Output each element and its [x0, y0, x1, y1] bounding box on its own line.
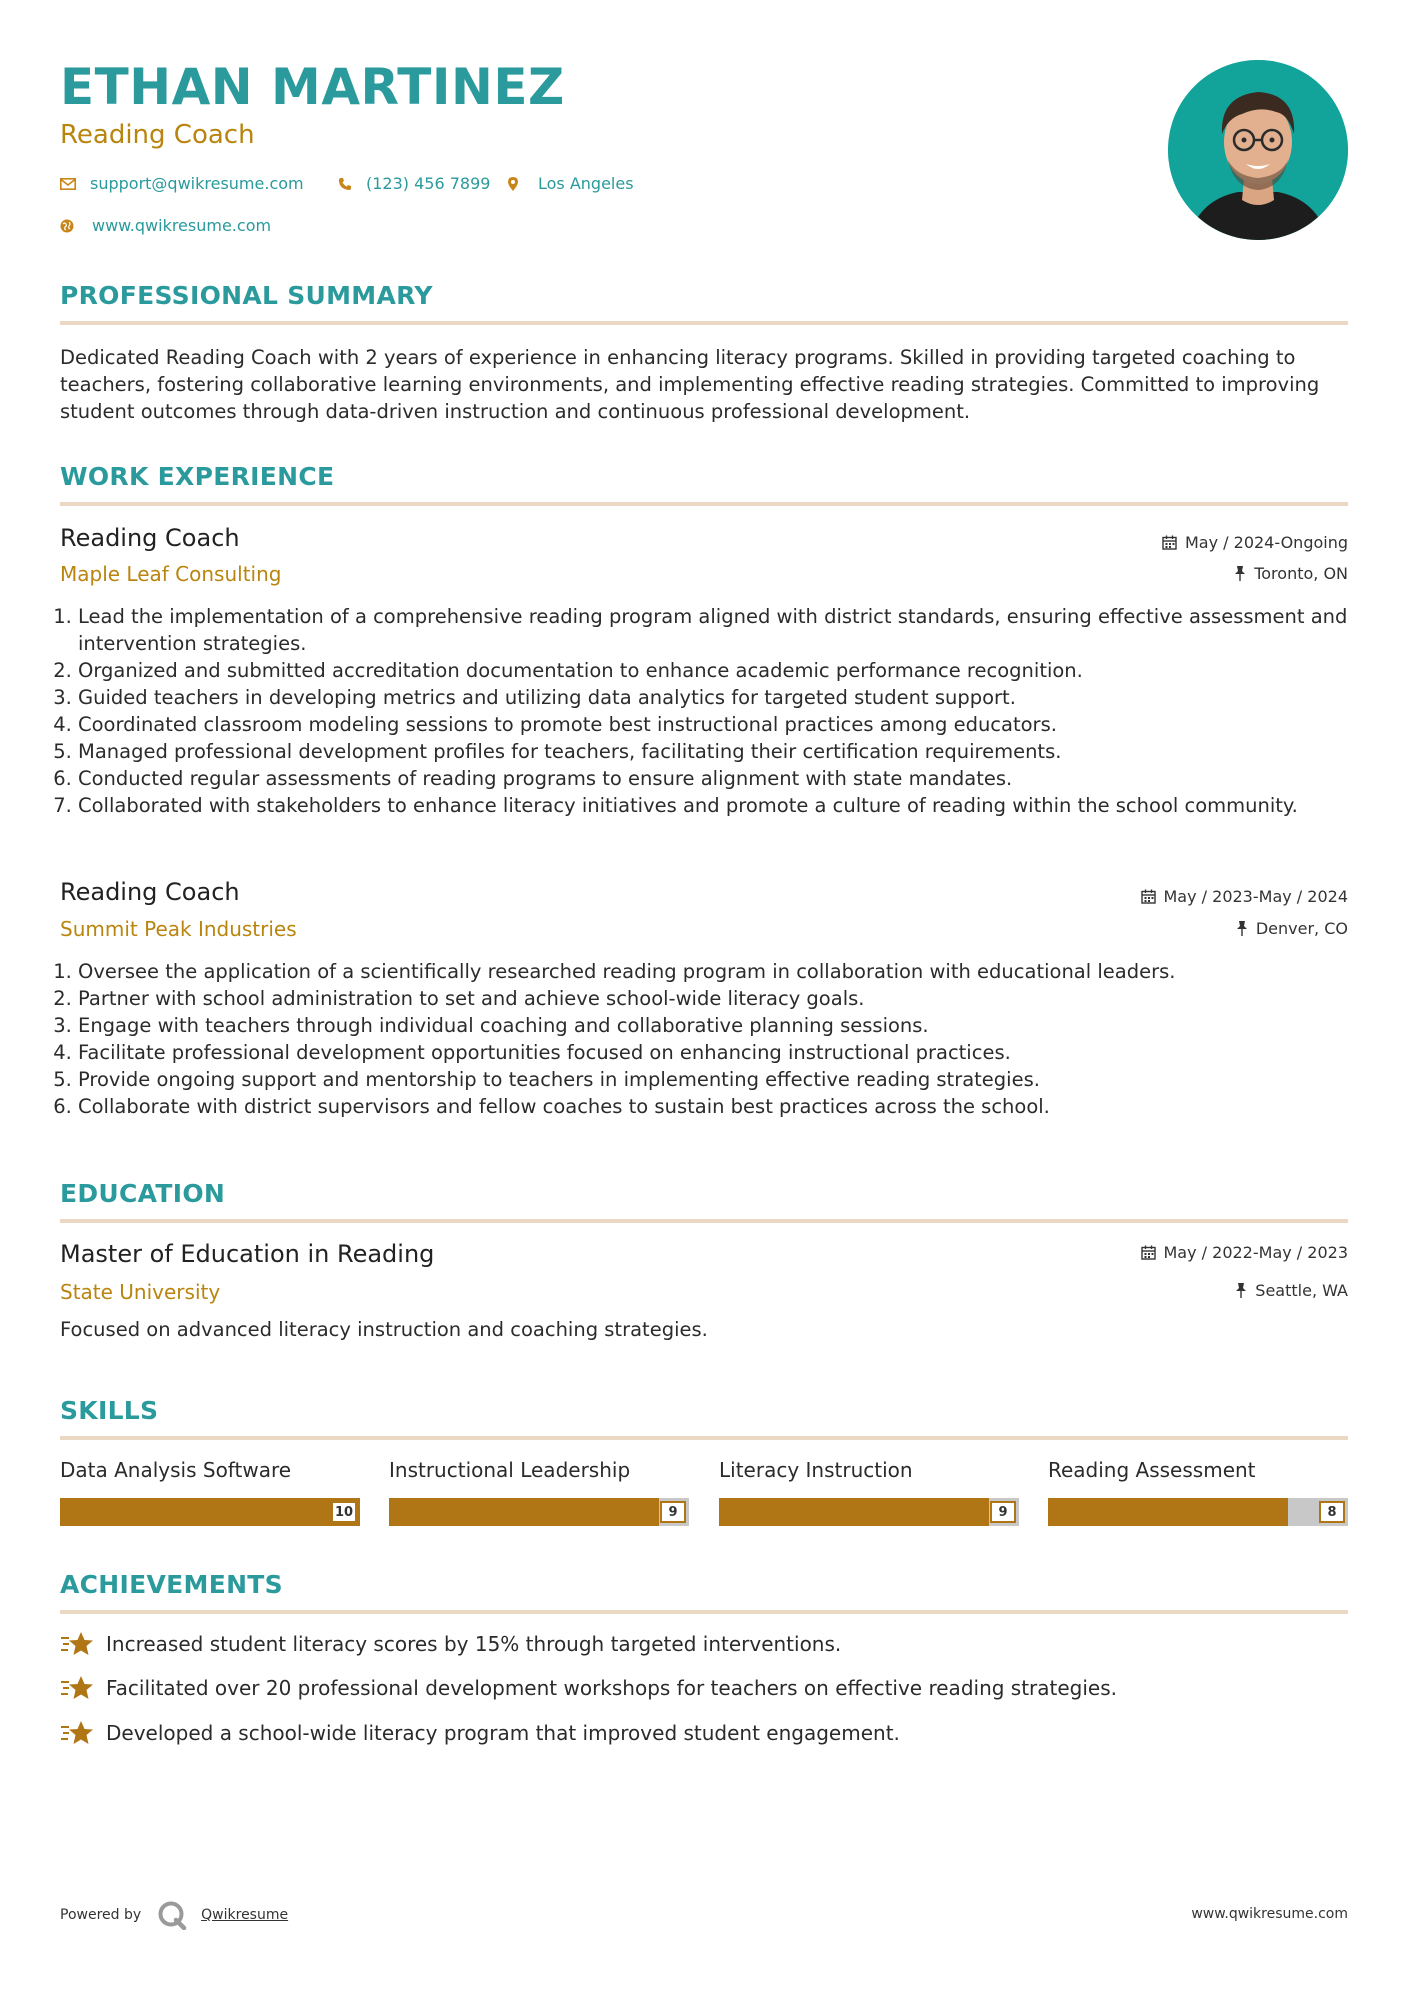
- phone-text[interactable]: (123) 456 7899: [366, 174, 491, 193]
- job-responsibilities: [60, 603, 1348, 819]
- summary-text: Dedicated Reading Coach with 2 years of experience in enhancing literacy programs. Skilled in providing targeted coaching to teachers, fostering collaborative learning environments, and implementing effective reading strategies. Committed to improving student outcomes through data-driven instruction and continuous professional development.: [60, 346, 1320, 423]
- job-dates-text: May / 2024-Ongoing: [1185, 533, 1348, 552]
- phone-contact[interactable]: [338, 174, 490, 193]
- calendar-icon: [1162, 535, 1177, 550]
- skill-level-badge: 8: [1319, 1501, 1345, 1523]
- education-heading: EDUCATION: [60, 1179, 226, 1208]
- achievement-item: [60, 1630, 841, 1658]
- education-location: [1235, 1281, 1348, 1300]
- list-item: 5. Managed professional development profiles for teachers, facilitating their certification requirements.: [78, 738, 1348, 765]
- achievement-item: [60, 1719, 900, 1747]
- skill-item: [60, 1456, 360, 1526]
- skill-name: Literacy Instruction: [719, 1458, 913, 1482]
- achievements-divider: [60, 1610, 1348, 1614]
- achievement-text: Increased student literacy scores by 15% through targeted interventions.: [106, 1632, 842, 1656]
- skills-heading: SKILLS: [60, 1396, 159, 1425]
- school-name: State University: [60, 1280, 221, 1304]
- skills-divider: [60, 1436, 1348, 1440]
- skill-item: [389, 1456, 689, 1526]
- achievement-text: Facilitated over 20 professional development workshops for teachers on effective reading strategies.: [106, 1676, 1118, 1700]
- list-item: 6. Conducted regular assessments of reading programs to ensure alignment with state mandates.: [78, 765, 1348, 792]
- footer-website[interactable]: www.qwikresume.com: [1191, 1906, 1348, 1922]
- achievement-item: [60, 1674, 1117, 1702]
- job-dates: [1162, 533, 1348, 552]
- star-icon: [60, 1674, 94, 1702]
- education-dates: [1141, 1243, 1349, 1262]
- list-item: 2. Partner with school administration to set and achieve school-wide literacy goals.: [78, 985, 1348, 1012]
- email-text[interactable]: support@qwikresume.com: [90, 174, 304, 193]
- skill-item: [719, 1456, 1019, 1526]
- list-item: 7. Collaborated with stakeholders to enhance literacy initiatives and promote a culture of reading within the school community.: [78, 792, 1348, 819]
- website-contact[interactable]: [60, 216, 271, 235]
- skill-bar-fill: [719, 1498, 989, 1526]
- job-location: [1234, 564, 1348, 583]
- avatar: [1168, 60, 1348, 240]
- candidate-name: ETHAN MARTINEZ: [60, 58, 565, 116]
- skill-name: Reading Assessment: [1048, 1458, 1256, 1482]
- skill-name: Data Analysis Software: [60, 1458, 292, 1482]
- envelope-icon: [60, 178, 76, 190]
- skill-bar: [719, 1498, 1019, 1526]
- star-icon: [60, 1719, 94, 1747]
- job-location-text: Toronto, ON: [1254, 564, 1348, 583]
- summary-heading: PROFESSIONAL SUMMARY: [60, 281, 433, 310]
- list-item: 2. Organized and submitted accreditation documentation to enhance academic performance recognition.: [78, 657, 1348, 684]
- list-item: 5. Provide ongoing support and mentorship to teachers in implementing effective reading strategies.: [78, 1066, 1348, 1093]
- skill-level-badge: 9: [990, 1501, 1016, 1523]
- job-title: Reading Coach: [60, 524, 240, 552]
- skill-bar-fill: [60, 1498, 360, 1526]
- email-contact[interactable]: [60, 174, 304, 193]
- company-name: Maple Leaf Consulting: [60, 562, 282, 586]
- brand-link[interactable]: Qwikresume: [201, 1907, 289, 1923]
- job-location-text: Denver, CO: [1255, 919, 1348, 938]
- job-dates: [1141, 887, 1349, 906]
- list-item: 4. Facilitate professional development opportunities focused on enhancing instructional practices.: [78, 1039, 1348, 1066]
- candidate-role: Reading Coach: [60, 120, 255, 150]
- experience-divider: [60, 502, 1348, 506]
- degree-title: Master of Education in Reading: [60, 1240, 435, 1268]
- pushpin-icon: [1235, 1283, 1247, 1298]
- calendar-icon: [1141, 1245, 1156, 1260]
- pushpin-icon: [1236, 921, 1248, 936]
- phone-icon: [338, 177, 352, 191]
- skill-bar: [60, 1498, 360, 1526]
- skill-name: Instructional Leadership: [389, 1458, 631, 1482]
- education-dates-text: May / 2022-May / 2023: [1163, 1243, 1348, 1262]
- star-icon: [60, 1630, 94, 1658]
- map-pin-icon: [508, 177, 518, 191]
- company-name: Summit Peak Industries: [60, 917, 297, 941]
- education-description: Focused on advanced literacy instruction and coaching strategies.: [60, 1318, 708, 1341]
- job-title: Reading Coach: [60, 878, 240, 906]
- list-item: 6. Collaborate with district supervisors and fellow coaches to sustain best practices across the school.: [78, 1093, 1348, 1120]
- education-location-text: Seattle, WA: [1255, 1281, 1348, 1300]
- globe-icon: [60, 219, 74, 233]
- powered-by-label: Powered by: [60, 1907, 142, 1923]
- job-location: [1236, 919, 1348, 938]
- pushpin-icon: [1234, 566, 1246, 581]
- list-item: 1. Oversee the application of a scientifically researched reading program in collaboration with educational leaders.: [78, 958, 1348, 985]
- profile-photo: [1168, 60, 1348, 240]
- location-contact: [508, 174, 634, 193]
- experience-heading: WORK EXPERIENCE: [60, 462, 335, 491]
- skill-level-badge: 9: [660, 1501, 686, 1523]
- achievements-heading: ACHIEVEMENTS: [60, 1570, 283, 1599]
- skill-bar: [389, 1498, 689, 1526]
- job-dates-text: May / 2023-May / 2024: [1163, 887, 1348, 906]
- calendar-icon: [1141, 889, 1156, 904]
- summary-divider: [60, 321, 1348, 325]
- skill-bar: [1048, 1498, 1348, 1526]
- skill-bar-fill: [1048, 1498, 1288, 1526]
- skill-item: [1048, 1456, 1348, 1526]
- footer-branding: [60, 1900, 288, 1930]
- achievement-text: Developed a school-wide literacy program that improved student engagement.: [106, 1721, 900, 1745]
- list-item: 4. Coordinated classroom modeling sessions to promote best instructional practices among educators.: [78, 711, 1348, 738]
- location-text: Los Angeles: [538, 174, 634, 193]
- website-text[interactable]: www.qwikresume.com: [92, 216, 272, 235]
- list-item: 3. Guided teachers in developing metrics and utilizing data analytics for targeted student support.: [78, 684, 1348, 711]
- qwikresume-logo-icon: [157, 1900, 187, 1930]
- job-responsibilities: [60, 958, 1348, 1120]
- education-divider: [60, 1219, 1348, 1223]
- skill-bar-fill: [389, 1498, 659, 1526]
- list-item: 1. Lead the implementation of a comprehensive reading program aligned with district standards, ensuring effective assessment and intervention strategies.: [78, 603, 1348, 657]
- list-item: 3. Engage with teachers through individual coaching and collaborative planning sessions.: [78, 1012, 1348, 1039]
- skill-level-badge: 10: [331, 1501, 357, 1523]
